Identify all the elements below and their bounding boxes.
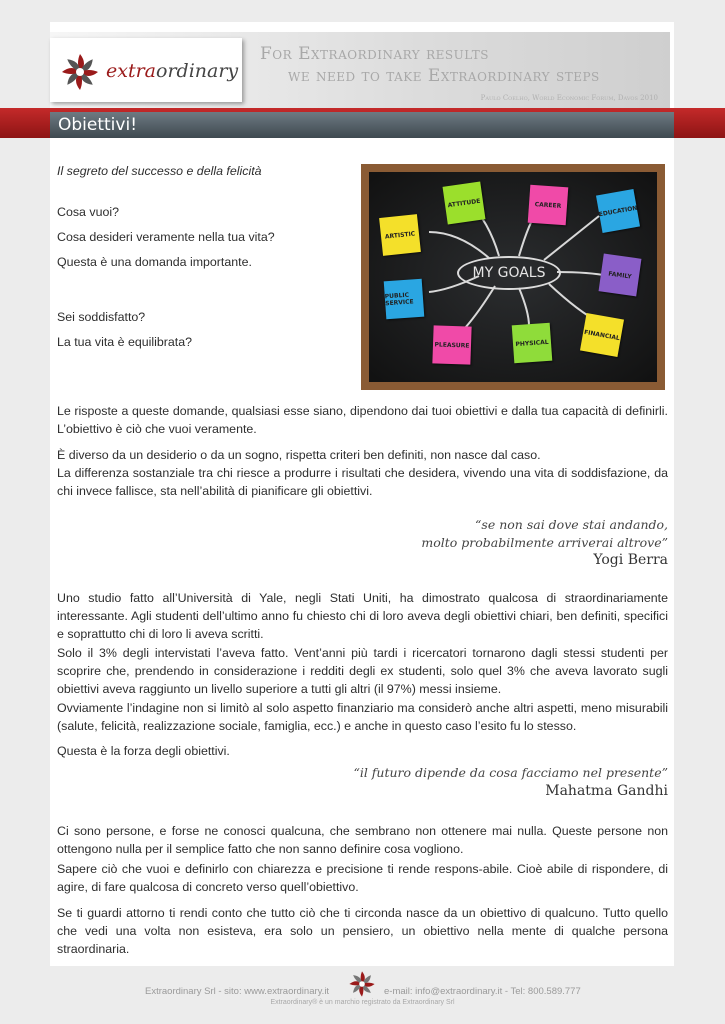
question-line: Cosa vuoi? (57, 205, 119, 219)
footer-site: Extraordinary Srl - sito: www.extraordinary.it (145, 986, 330, 997)
note-pleasure: PLEASURE (432, 325, 471, 364)
question-line: Sei soddisfatto? (57, 310, 146, 324)
tagline-line1: For Extraordinary results (260, 44, 489, 64)
body-paragraph: Questa è la forza degli obiettivi. (57, 744, 230, 758)
body-paragraph: Sapere ciò che vuoi e definirlo con chiarezza e precisione ti rende respons-abile. Cioè abile di rispondere, di agire, di fare qualcosa di concreto verso quell’obiettivo. (57, 862, 668, 894)
chalkboard (369, 172, 657, 382)
body-paragraph: Se ti guardi attorno ti rendi conto che tutto ciò che ti circonda nasce da un obiettivo di qualcuno. Tutto quello che vedi una volta non esisteva, era solo un pensiero, un obiettivo nella mente di qualche persona straordinaria. (57, 906, 668, 956)
footer-trademark: Extraordinary® è un marchio registrato da Extraordinary Srl (270, 999, 455, 1006)
body-paragraph: Ci sono persone, e forse ne conosci qualcuna, che sembrano non ottenere mai nulla. Queste persone non ottengono nulla per il semplice fatto che non sanno definire cosa vogliono. (57, 824, 668, 856)
header-banner (50, 32, 670, 108)
tagline-source: Paulo Coelho, World Economic Forum, Davos 2010 (480, 94, 658, 102)
logo-swirl-icon (60, 52, 100, 92)
logo-wordmark: extraordinary (106, 60, 239, 82)
logo (50, 38, 242, 102)
goals-center-label: MY GOALS (457, 256, 561, 290)
quote-line: “se non sai dove stai andando, (475, 517, 668, 532)
page-title: Obiettivi! (58, 115, 138, 135)
note-education: EDUCATION (596, 189, 640, 233)
body-paragraph: Solo il 3% degli intervistati l’aveva fatto. Vent’anni più tardi i ricercatori tornarono dagli stessi studenti per scoprire che, prendendo in considerazione i redditi degli ex studenti, solo quel 3% che aveva lavorato sugli obiettivi aveva raggiunto un livello superiore a tutti gli altri (il 97%) messi insieme. (57, 646, 668, 696)
quote-line: “il futuro dipende da cosa facciamo nel presente” (353, 765, 668, 780)
intro-line: Il segreto del successo e della felicità (57, 164, 262, 178)
body-paragraph: Le risposte a queste domande, qualsiasi esse siano, dipendono dai tuoi obiettivi e dalla tua capacità di definirli. L’obiettivo è ciò che vuoi veramente. (57, 404, 668, 436)
question-line: Questa è una domanda importante. (57, 255, 252, 269)
question-line: Cosa desideri veramente nella tua vita? (57, 230, 275, 244)
quote-author: Mahatma Gandhi (545, 783, 668, 799)
note-physical: PHYSICAL (512, 323, 553, 364)
body-paragraph: La differenza sostanziale tra chi riesce a produrre i risultati che desidera, vivendo una vita di soddisfazione, da chi invece fallisce, sta nell’abilità di pianificare gli obiettivi. (57, 466, 668, 498)
footer-logo-icon (348, 970, 376, 998)
goals-chalkboard-image (361, 164, 665, 390)
question-line: La tua vita è equilibrata? (57, 335, 193, 349)
note-financial: FINANCIAL (580, 313, 624, 357)
note-family: FAMILY (599, 254, 642, 297)
tagline-line2: we need to take Extraordinary steps (288, 66, 600, 86)
note-career: CAREER (528, 185, 569, 226)
note-artistic: ARTISTIC (379, 214, 421, 256)
quote-author: Yogi Berra (593, 552, 668, 568)
body-paragraph: Uno studio fatto all’Università di Yale, negli Stati Uniti, ha dimostrato qualcosa di straordinariamente interessante. Agli studenti dell’ultimo anno fu chiesto chi di loro aveva degli obiettivi chiari, ben definiti, specifici e soprattutto chi di loro li aveva scritti. (57, 591, 668, 641)
body-paragraph: Ovviamente l’indagine non si limitò al solo aspetto finanziario ma considerò anche altri aspetti, meno misurabili (salute, felicità, realizzazione sociale, famiglia, ecc.) e anche in questo caso l’esito fu lo stesso. (57, 701, 668, 733)
note-public-service: PUBLIC SERVICE (384, 279, 425, 320)
body-paragraph: È diverso da un desiderio o da un sogno, rispetta criteri ben definiti, non nasce dal caso. (57, 448, 541, 462)
title-bar (50, 112, 674, 138)
note-attitude: ATTITUDE (443, 182, 486, 225)
quote-line: molto probabilmente arriverai altrove” (421, 535, 668, 550)
footer-contacts: e-mail: info@extraordinary.it - Tel: 800.589.777 (384, 986, 581, 997)
